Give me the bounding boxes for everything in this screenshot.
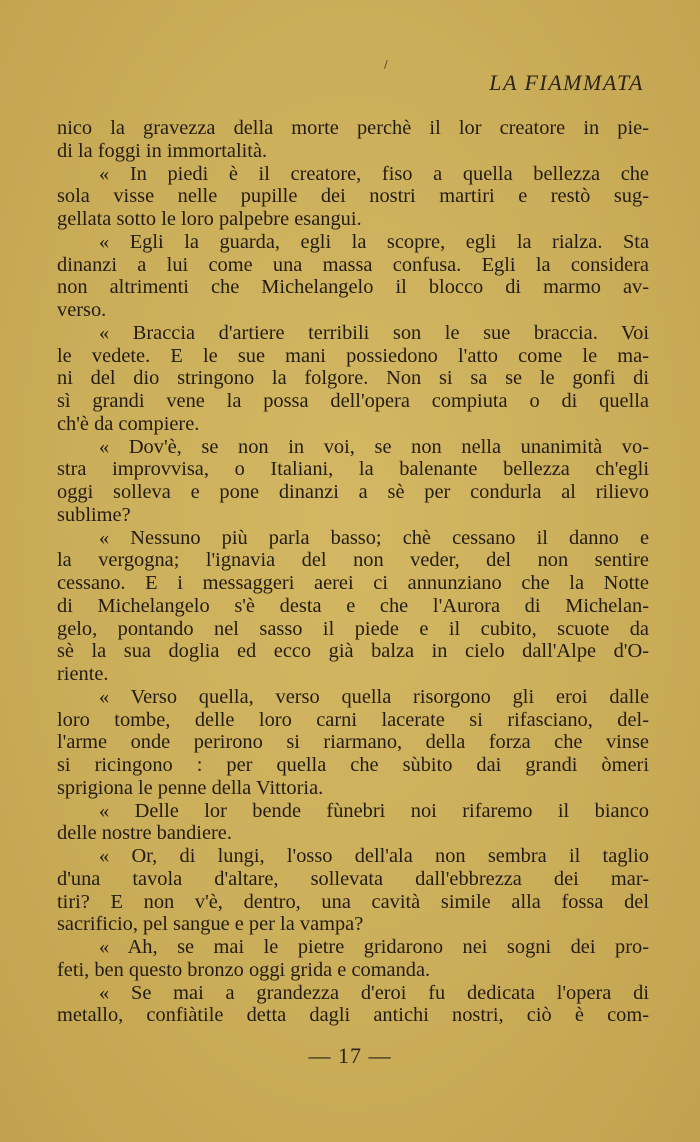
text-line: le vedete. E le sue mani possiedono l'atto come le ma- [57,344,649,367]
text-line: « Or, di lungi, l'osso dell'ala non sembra il taglio [99,845,649,867]
text-line: di Michelangelo s'è desta e che l'Aurora di Michelan- [57,594,649,617]
text-line: non altrimenti che Michelangelo il blocco di marmo av- [57,276,649,299]
text-line: cessano. E i messaggeri aerei ci annunziano che la Notte [57,572,649,594]
text-line: « In piedi è il creatore, fiso a quella bellezza che [99,162,649,185]
text-line: « Egli la guarda, egli la scopre, egli la rialza. Sta [99,230,649,253]
printer-mark: / [384,58,388,71]
text-line: sola visse nelle pupille dei nostri martiri e restò sug- [57,185,649,208]
text-line: sì grandi vene la possa dell'opera compiuta o di quella [57,390,649,412]
text-line: oggi solleva e pone dinanzi a sè per condurla al rilievo [57,481,649,503]
text-line: « Verso quella, verso quella risorgono gli eroi dalle [99,685,649,708]
text-line: sè la sua doglia ed ecco già balza in cielo dall'Alpe d'O- [57,640,649,663]
body-text [57,117,649,1027]
running-title: LA FIAMMATA [489,70,644,95]
text-line: « Nessuno più parla basso; chè cessano il danno e [99,526,649,549]
text-line: « Ah, se mai le pietre gridarono nei sogni dei pro- [99,936,649,958]
text-line: gellata sotto le loro palpebre esangui. [57,208,362,230]
text-line: stra improvvisa, o Italiani, la balenante bellezza ch'egli [57,458,649,481]
text-line: feti, ben questo bronzo oggi grida e comanda. [57,958,431,981]
text-line: la vergogna; l'ignavia del non veder, del non sentire [57,549,649,572]
text-line: « Delle lor bende fùnebri noi rifaremo il bianco [99,799,649,822]
text-line: delle nostre bandiere. [57,822,232,845]
text-line: riente. [57,663,109,685]
text-line: tiri? E non v'è, dentro, una cavità simile alla fossa del [57,890,649,913]
text-line: l'arme onde perirono si riarmano, della forza che vinse [57,731,649,754]
text-line: ch'è da compiere. [57,412,200,435]
text-line: di la foggi in immortalità. [57,139,268,162]
text-line: sprigiona le penne della Vittoria. [57,776,324,799]
text-line: ni del dio stringono la folgore. Non si sa se le gonfi di [57,367,649,390]
text-line: nico la gravezza della morte perchè il lor creatore in pie- [57,117,649,139]
text-line: d'una tavola d'altare, sollevata dall'ebbrezza dei mar- [57,867,649,890]
text-line: gelo, pontando nel sasso il piede e il cubito, scuote da [57,617,649,640]
text-line: verso. [57,299,107,321]
text-line: « Se mai a grandezza d'eroi fu dedicata l'opera di [99,981,649,1004]
text-line: metallo, confiàtile detta dagli antichi nostri, ciò è com- [57,1004,649,1027]
text-line: sublime? [57,503,131,526]
text-line: « Braccia d'artiere terribili son le sue braccia. Voi [99,321,649,344]
text-line: si ricingono : per quella che sùbito dai grandi òmeri [57,754,649,776]
page-number: — 17 — [308,1043,392,1068]
text-line: dinanzi a lui come una massa confusa. Egli la considera [57,253,649,276]
text-line: sacrificio, pel sangue e per la vampa? [57,913,364,936]
text-line: loro tombe, delle loro carni lacerate si rifasciano, del- [57,708,649,731]
text-line: « Dov'è, se non in voi, se non nella unanimità vo- [99,435,649,458]
